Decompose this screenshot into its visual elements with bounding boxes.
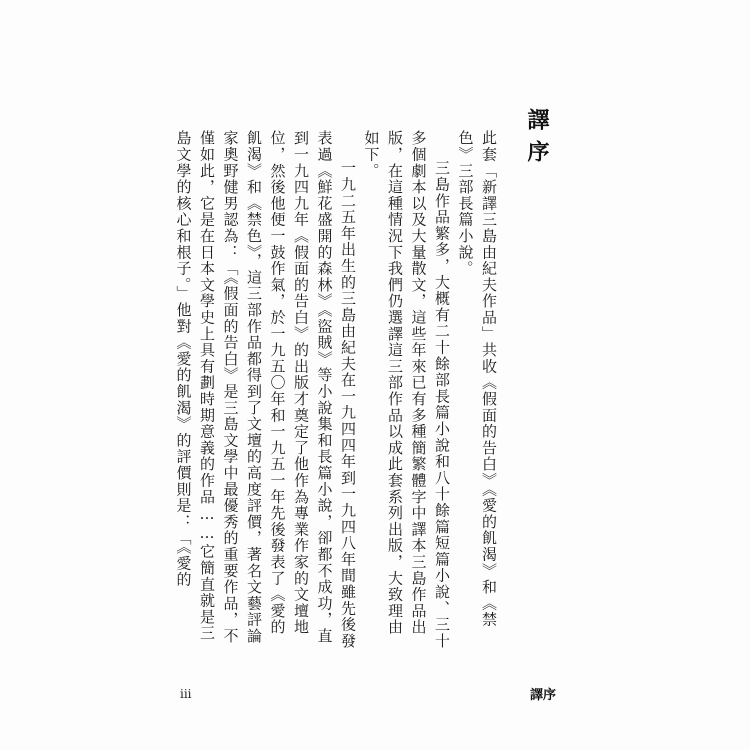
- body-text: [171, 130, 500, 650]
- page-number: iii: [180, 687, 192, 701]
- paragraph-reasons: 三島作品繁多，大概有二十餘部長篇小說和八十餘篇短篇小說、三十多個劇本以及大量散文，這些年來已有多種簡繁體字中譯本三島作品出版，在這種情況下我們仍選譯這三部作品以成此套系列出版，大致理由如下。: [362, 130, 451, 649]
- paragraph-background: 一九二五年出生的三島由紀夫在一九四四年到一九四八年間雖先後發表過《鮮花盛開的森林》《盜賊》等小說集和長篇小說，卻都不成功，直到一九四九年《假面的告白》的出版才奠定了他作為專業作家的文壇地位，然後他便一鼓作氣，於一九五〇年和一九五一年先後發表了《愛的飢渴》和《禁色》，這三部作品都得到了文壇的高度評價，著名文藝評論家奧野健男認為：「《假面的告白》是三島文學中最優秀的重要作品，不僅如此，它是在日本文學史上具有劃時期意義的作品……它簡直就是三島文學的核心和根子。」他對《愛的飢渴》的評價則是：「《愛的: [174, 130, 357, 649]
- running-head: 譯序: [530, 688, 557, 703]
- paragraph-intro: 此套「新譯三島由紀夫作品」共收《假面的告白》《愛的飢渴》和《禁色》三部長篇小說。: [456, 130, 498, 628]
- page-title: 譯序: [524, 108, 550, 172]
